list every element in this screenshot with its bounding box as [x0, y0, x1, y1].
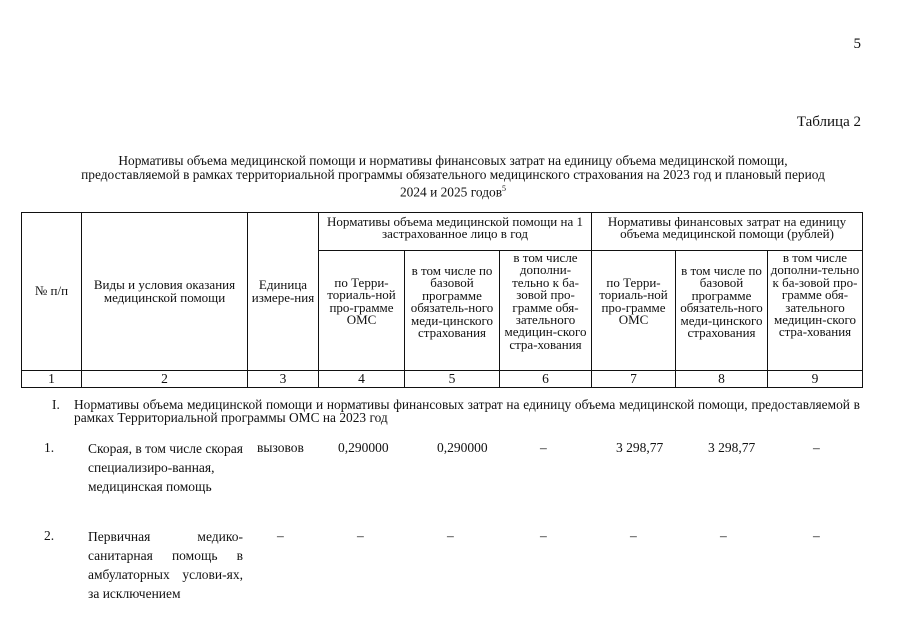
normatives-table: [21, 212, 863, 388]
row-2-number: 2.: [44, 528, 55, 543]
section-text: Нормативы объема медицинской помощи и нормативы финансовых затрат на единицу объема медицинской помощи, предоставляемой в рамках Территориальной программы ОМС на 2023 год: [74, 397, 860, 425]
row-2-col5: –: [447, 528, 454, 543]
header-volume-basic: в том числе по базовой программе обязатель-ного меди-цинского страхования: [405, 251, 500, 371]
header-volume-additional: в том числе дополни-тельно к ба-зовой про-грамме обя-зательного медицин-ского стра-хования: [500, 251, 592, 371]
header-cost-additional: в том числе дополни-тельно к ба-зовой про-грамме обя-зательного медицин-ского стра-хования: [768, 251, 863, 371]
row-1-col9: –: [813, 440, 820, 455]
title-years: 2024 и 2025 годов: [399, 184, 503, 200]
col-number-7: 7: [592, 371, 676, 388]
row-1-number: 1.: [44, 440, 55, 455]
title-line-3: [20, 182, 886, 199]
col-number-1: 1: [22, 371, 82, 388]
row-1-col4: 0,290000: [338, 440, 389, 455]
page-number: 5: [853, 36, 861, 52]
row-2-unit: –: [277, 528, 284, 543]
header-group-cost: Нормативы финансовых затрат на единицу объема медицинской помощи (рублей): [592, 213, 863, 251]
col-number-2: 2: [82, 371, 248, 388]
row-1-unit: вызовов: [257, 440, 304, 455]
title-line-1: Нормативы объема медицинской помощи и нормативы финансовых затрат на единицу объема медицинской помощи,: [118, 153, 788, 168]
header-kinds: Виды и условия оказания медицинской помощи: [82, 213, 248, 371]
row-2-col9: –: [813, 528, 820, 543]
header-cost-basic: в том числе по базовой программе обязатель-ного меди-цинского страхования: [676, 251, 768, 371]
row-2-col4: –: [357, 528, 364, 543]
row-2-col8: –: [720, 528, 727, 543]
header-num: № п/п: [22, 213, 82, 371]
row-1-col8: 3 298,77: [708, 440, 756, 455]
table-title: [20, 154, 886, 199]
row-2-col7: –: [630, 528, 637, 543]
section-heading: [40, 398, 860, 424]
footnote-mark: 5: [502, 184, 507, 193]
col-number-3: 3: [248, 371, 319, 388]
col-number-9: 9: [768, 371, 863, 388]
row-1-col5: 0,290000: [437, 440, 488, 455]
header-cost-territorial: по Терри-ториаль-ной про-грамме ОМС: [592, 251, 676, 371]
row-1-col7: 3 298,77: [616, 440, 664, 455]
header-unit: Единица измере-ния: [248, 213, 319, 371]
col-number-6: 6: [500, 371, 592, 388]
header-volume-territorial: по Терри-ториаль-ной про-грамме ОМС: [319, 251, 405, 371]
col-number-4: 4: [319, 371, 405, 388]
col-number-8: 8: [676, 371, 768, 388]
row-1-name: Скорая, в том числе скорая специализиро-ванная, медицинская помощь: [88, 441, 243, 494]
table-label: Таблица 2: [796, 114, 861, 130]
col-number-5: 5: [405, 371, 500, 388]
section-number: I.: [52, 397, 60, 412]
row-1-col6: –: [540, 440, 547, 455]
row-2-col6: –: [540, 528, 547, 543]
row-2-name: Первичная медико-санитарная помощь в амбулаторных услови-ях, за исключением: [88, 529, 243, 601]
header-group-volume: Нормативы объема медицинской помощи на 1 застрахованное лицо в год: [319, 213, 592, 251]
title-line-2: предоставляемой в рамках территориальной программы обязательного медицинского страхования на 2023 год и плановый период: [81, 167, 825, 182]
